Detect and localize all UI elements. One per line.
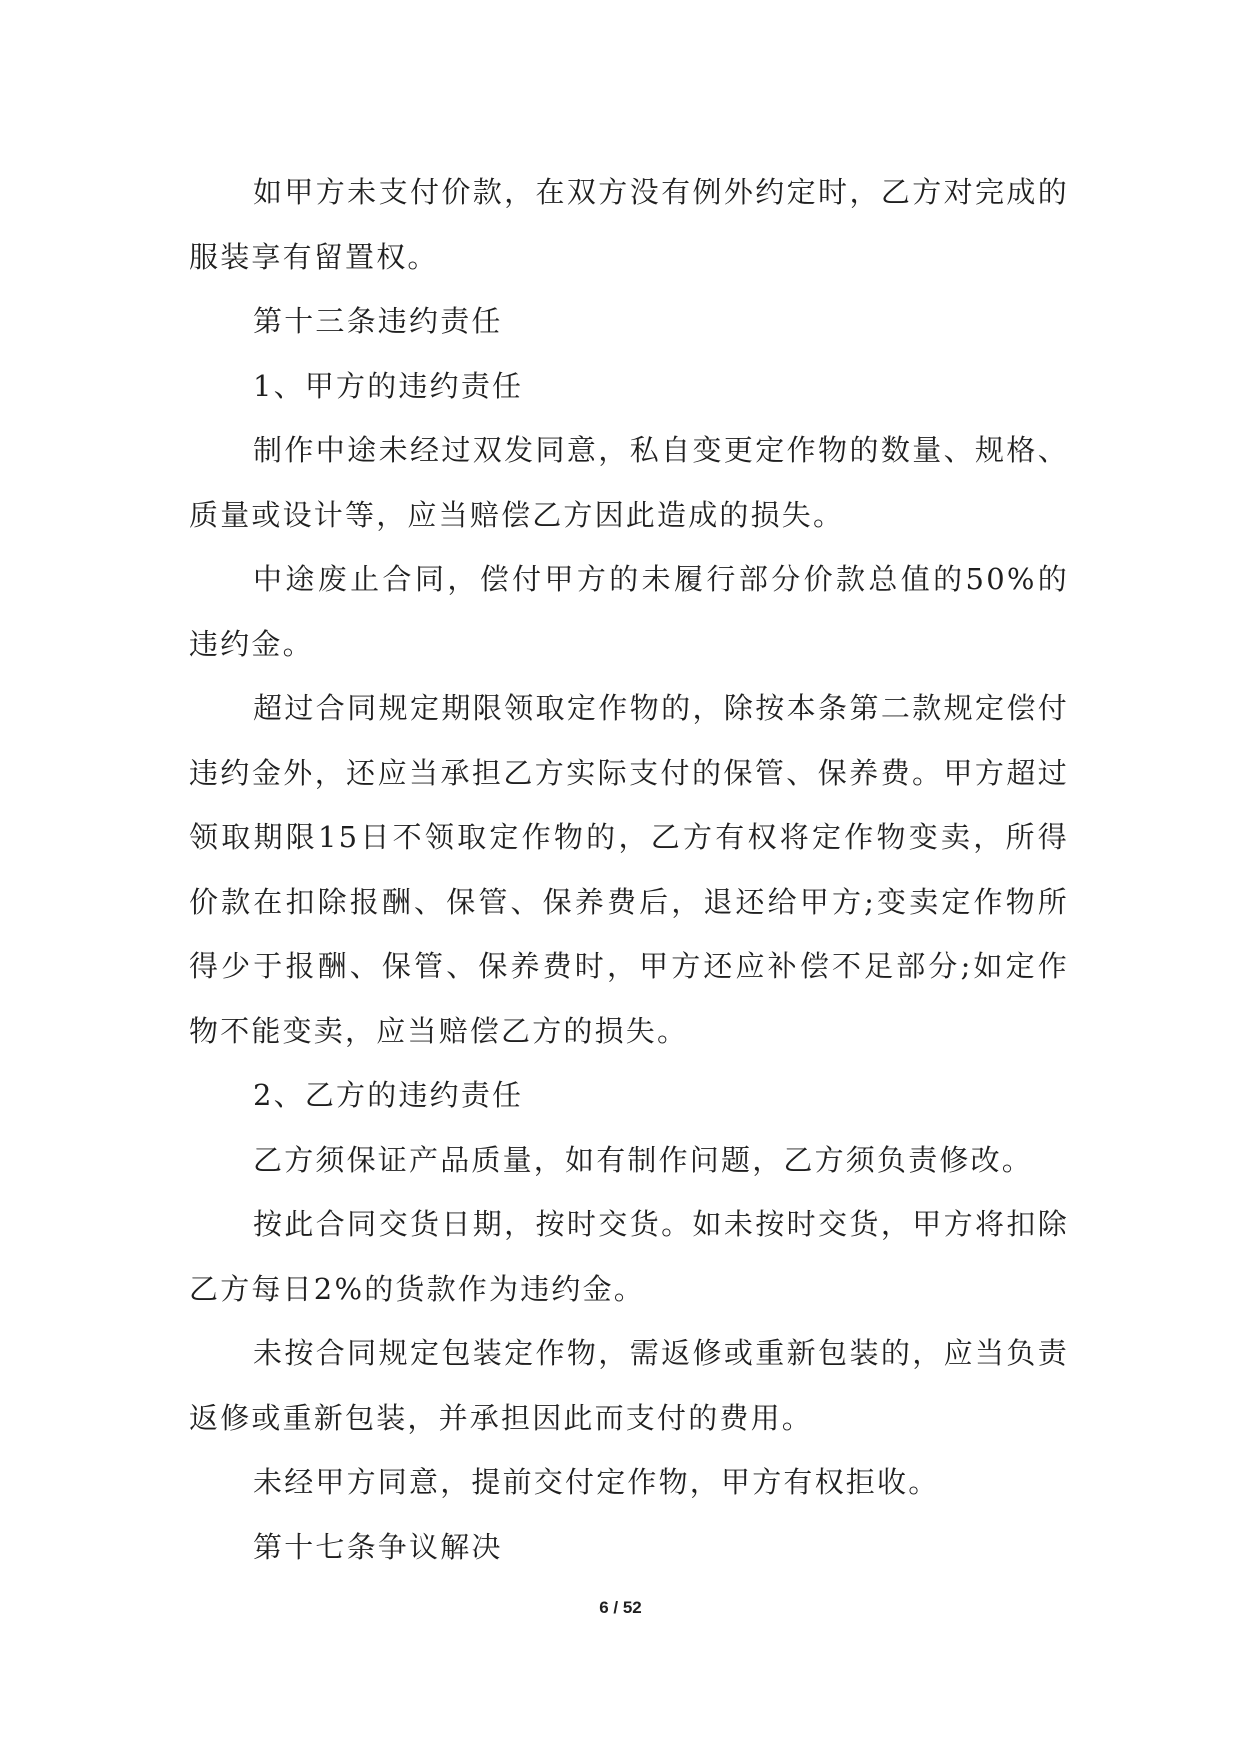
paragraph-quality-guarantee: 乙方须保证产品质量，如有制作问题，乙方须负责修改。 (253, 1142, 1034, 1177)
subheading-party-a-liability: 1、甲方的违约责任 (253, 368, 524, 403)
page-number: 6 / 52 (599, 1598, 642, 1617)
paragraph-lien-right: 如甲方未支付价款，在双方没有例外约定时，乙方对完成的服装享有留置权。 (189, 175, 1069, 274)
section-heading-article-17: 第十七条争议解决 (253, 1529, 503, 1564)
paragraph-delivery-date: 按此合同交货日期，按时交货。如未按时交货，甲方将扣除乙方每日2%的货款作为违约金。 (189, 1207, 1069, 1306)
paragraph-unauthorized-change: 制作中途未经过双发同意，私自变更定作物的数量、规格、质量或设计等，应当赔偿乙方因此造成的损失。 (189, 433, 1069, 532)
paragraph-early-delivery: 未经甲方同意，提前交付定作物，甲方有权拒收。 (253, 1465, 940, 1499)
document-body (189, 160, 1069, 1579)
paragraph-contract-termination: 中途废止合同，偿付甲方的未履行部分价款总值的50%的违约金。 (189, 562, 1069, 661)
paragraph-packaging: 未按合同规定包装定作物，需返修或重新包装的，应当负责返修或重新包装，并承担因此而支付的费用。 (189, 1336, 1069, 1435)
paragraph-late-pickup: 超过合同规定期限领取定作物的，除按本条第二款规定偿付违约金外，还应当承担乙方实际支付的保管、保养费。甲方超过领取期限15日不领取定作物的，乙方有权将定作物变卖，所得价款在扣除报酬、保管、保养费后，退还给甲方;变卖定作物所得少于报酬、保管、保养费时，甲方还应补偿不足部分;如定作物不能变卖，应当赔偿乙方的损失。 (189, 691, 1069, 1048)
subheading-party-b-liability: 2、乙方的违约责任 (253, 1078, 524, 1112)
section-heading-article-13: 第十三条违约责任 (253, 304, 503, 338)
